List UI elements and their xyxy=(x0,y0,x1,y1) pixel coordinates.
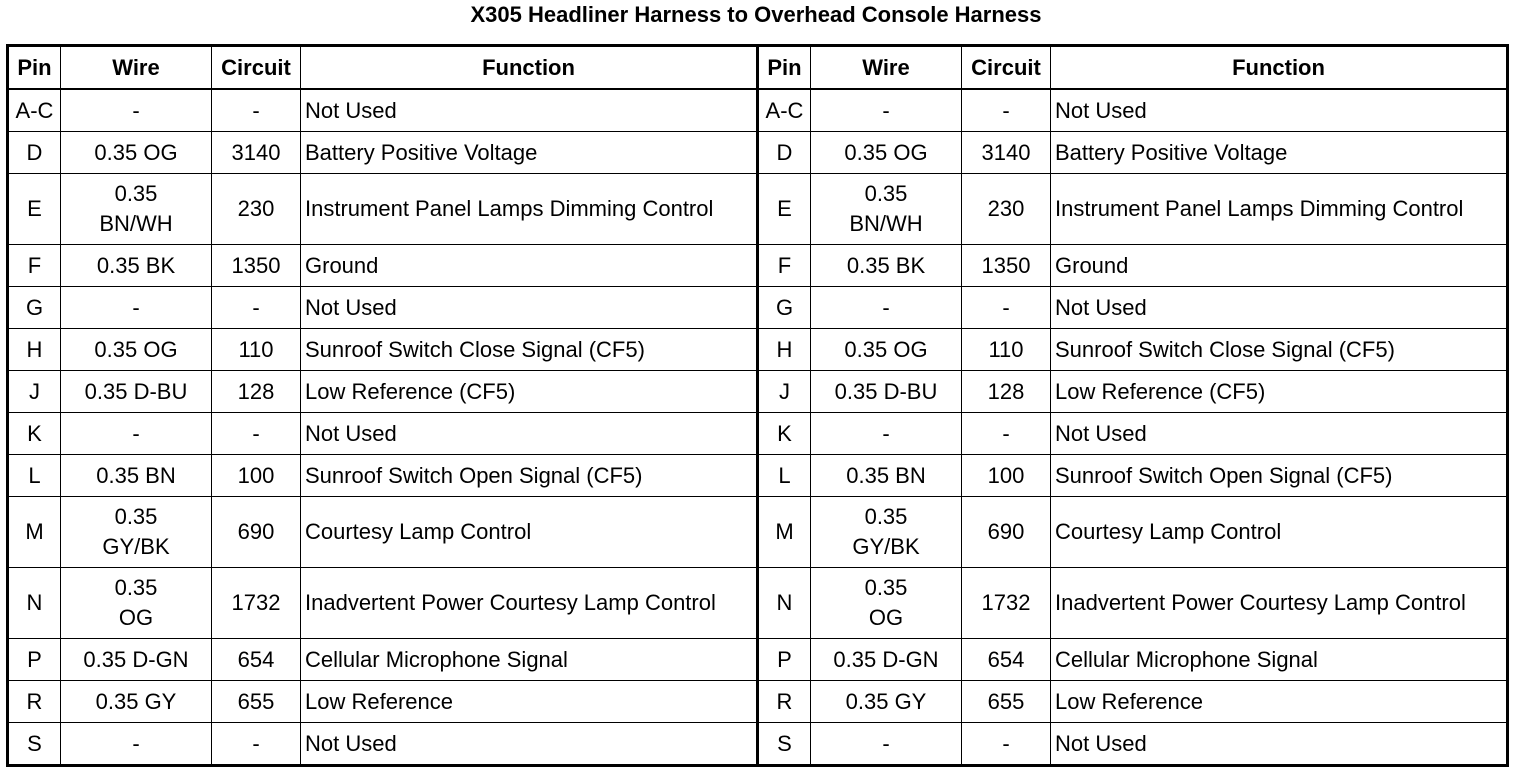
function-cell: Sunroof Switch Close Signal (CF5) xyxy=(301,329,758,371)
wire-cell: 0.35 D-GN xyxy=(61,639,212,681)
pin-cell: M xyxy=(758,497,811,568)
table-row xyxy=(8,723,1508,766)
circuit-cell: - xyxy=(962,287,1051,329)
table-row xyxy=(8,681,1508,723)
circuit-cell: 128 xyxy=(962,371,1051,413)
circuit-cell: 1350 xyxy=(212,245,301,287)
header-pin: Pin xyxy=(8,46,61,90)
circuit-cell: 230 xyxy=(212,174,301,245)
wire-cell: 0.35 GY/BK xyxy=(811,497,962,568)
table-row xyxy=(8,568,1508,639)
circuit-cell: 110 xyxy=(212,329,301,371)
pin-cell: G xyxy=(8,287,61,329)
wire-cell: 0.35 D-BU xyxy=(61,371,212,413)
header-pin: Pin xyxy=(758,46,811,90)
wire-cell: 0.35 OG xyxy=(811,568,962,639)
function-cell: Battery Positive Voltage xyxy=(1051,132,1508,174)
wire-cell: 0.35 GY xyxy=(811,681,962,723)
pin-cell: L xyxy=(8,455,61,497)
table-row xyxy=(8,455,1508,497)
pin-cell: D xyxy=(758,132,811,174)
circuit-cell: - xyxy=(212,89,301,132)
table-row xyxy=(8,132,1508,174)
pin-cell: H xyxy=(8,329,61,371)
function-cell: Low Reference xyxy=(301,681,758,723)
function-cell: Low Reference xyxy=(1051,681,1508,723)
table-row xyxy=(8,89,1508,132)
header-wire: Wire xyxy=(811,46,962,90)
pin-cell: S xyxy=(8,723,61,766)
function-cell: Courtesy Lamp Control xyxy=(1051,497,1508,568)
pin-cell: M xyxy=(8,497,61,568)
table-row xyxy=(8,287,1508,329)
wire-cell: - xyxy=(61,287,212,329)
function-cell: Instrument Panel Lamps Dimming Control xyxy=(1051,174,1508,245)
circuit-cell: 655 xyxy=(962,681,1051,723)
wire-cell: - xyxy=(61,413,212,455)
circuit-cell: 100 xyxy=(962,455,1051,497)
function-cell: Inadvertent Power Courtesy Lamp Control xyxy=(1051,568,1508,639)
pinout-table xyxy=(6,44,1509,767)
circuit-cell: 230 xyxy=(962,174,1051,245)
wire-cell: 0.35 OG xyxy=(61,329,212,371)
wire-cell: 0.35 OG xyxy=(811,329,962,371)
function-cell: Low Reference (CF5) xyxy=(1051,371,1508,413)
header-circuit: Circuit xyxy=(212,46,301,90)
wire-cell: 0.35 GY xyxy=(61,681,212,723)
pin-cell: S xyxy=(758,723,811,766)
header-circuit: Circuit xyxy=(962,46,1051,90)
function-cell: Inadvertent Power Courtesy Lamp Control xyxy=(301,568,758,639)
pin-cell: J xyxy=(8,371,61,413)
wire-cell: 0.35 GY/BK xyxy=(61,497,212,568)
table-row xyxy=(8,413,1508,455)
function-cell: Not Used xyxy=(301,723,758,766)
wire-cell: - xyxy=(811,89,962,132)
table-row xyxy=(8,174,1508,245)
pin-cell: H xyxy=(758,329,811,371)
header-row xyxy=(8,46,1508,90)
pin-cell: G xyxy=(758,287,811,329)
wire-cell: 0.35 BN xyxy=(811,455,962,497)
pin-cell: L xyxy=(758,455,811,497)
function-cell: Not Used xyxy=(301,287,758,329)
circuit-cell: 3140 xyxy=(212,132,301,174)
circuit-cell: 100 xyxy=(212,455,301,497)
wire-cell: - xyxy=(61,723,212,766)
circuit-cell: 1732 xyxy=(212,568,301,639)
function-cell: Not Used xyxy=(1051,723,1508,766)
wire-cell: - xyxy=(61,89,212,132)
circuit-cell: 690 xyxy=(212,497,301,568)
pin-cell: F xyxy=(8,245,61,287)
pin-cell: N xyxy=(758,568,811,639)
circuit-cell: - xyxy=(212,287,301,329)
circuit-cell: 654 xyxy=(962,639,1051,681)
circuit-cell: 1350 xyxy=(962,245,1051,287)
table-row xyxy=(8,371,1508,413)
wire-cell: 0.35 OG xyxy=(61,132,212,174)
table-row xyxy=(8,245,1508,287)
wire-cell: 0.35 OG xyxy=(61,568,212,639)
function-cell: Cellular Microphone Signal xyxy=(301,639,758,681)
wire-cell: - xyxy=(811,287,962,329)
pin-cell: N xyxy=(8,568,61,639)
table-row xyxy=(8,497,1508,568)
wire-cell: 0.35 OG xyxy=(811,132,962,174)
function-cell: Sunroof Switch Open Signal (CF5) xyxy=(1051,455,1508,497)
wire-cell: 0.35 BK xyxy=(61,245,212,287)
pin-cell: A-C xyxy=(8,89,61,132)
circuit-cell: - xyxy=(962,723,1051,766)
wire-cell: 0.35 D-GN xyxy=(811,639,962,681)
wire-cell: - xyxy=(811,723,962,766)
pin-cell: J xyxy=(758,371,811,413)
header-function: Function xyxy=(301,46,758,90)
circuit-cell: 690 xyxy=(962,497,1051,568)
wire-cell: 0.35 BK xyxy=(811,245,962,287)
circuit-cell: - xyxy=(962,413,1051,455)
function-cell: Not Used xyxy=(1051,287,1508,329)
function-cell: Sunroof Switch Open Signal (CF5) xyxy=(301,455,758,497)
function-cell: Low Reference (CF5) xyxy=(301,371,758,413)
pin-cell: K xyxy=(8,413,61,455)
pin-cell: P xyxy=(758,639,811,681)
circuit-cell: - xyxy=(212,413,301,455)
pin-cell: R xyxy=(8,681,61,723)
function-cell: Ground xyxy=(301,245,758,287)
wire-cell: - xyxy=(811,413,962,455)
pin-cell: F xyxy=(758,245,811,287)
wire-cell: 0.35 BN xyxy=(61,455,212,497)
function-cell: Sunroof Switch Close Signal (CF5) xyxy=(1051,329,1508,371)
circuit-cell: - xyxy=(962,89,1051,132)
pin-cell: E xyxy=(758,174,811,245)
function-cell: Instrument Panel Lamps Dimming Control xyxy=(301,174,758,245)
function-cell: Battery Positive Voltage xyxy=(301,132,758,174)
pin-cell: A-C xyxy=(758,89,811,132)
circuit-cell: 110 xyxy=(962,329,1051,371)
table-row xyxy=(8,639,1508,681)
header-function: Function xyxy=(1051,46,1508,90)
function-cell: Cellular Microphone Signal xyxy=(1051,639,1508,681)
table-row xyxy=(8,329,1508,371)
pin-cell: D xyxy=(8,132,61,174)
pin-cell: K xyxy=(758,413,811,455)
function-cell: Not Used xyxy=(301,413,758,455)
page-title: X305 Headliner Harness to Overhead Console Harness xyxy=(470,2,1042,27)
function-cell: Courtesy Lamp Control xyxy=(301,497,758,568)
circuit-cell: 654 xyxy=(212,639,301,681)
function-cell: Not Used xyxy=(301,89,758,132)
pin-cell: R xyxy=(758,681,811,723)
function-cell: Ground xyxy=(1051,245,1508,287)
function-cell: Not Used xyxy=(1051,413,1508,455)
circuit-cell: 655 xyxy=(212,681,301,723)
pin-cell: E xyxy=(8,174,61,245)
circuit-cell: 1732 xyxy=(962,568,1051,639)
circuit-cell: - xyxy=(212,723,301,766)
wire-cell: 0.35 BN/WH xyxy=(61,174,212,245)
wire-cell: 0.35 BN/WH xyxy=(811,174,962,245)
circuit-cell: 3140 xyxy=(962,132,1051,174)
circuit-cell: 128 xyxy=(212,371,301,413)
header-wire: Wire xyxy=(61,46,212,90)
function-cell: Not Used xyxy=(1051,89,1508,132)
wire-cell: 0.35 D-BU xyxy=(811,371,962,413)
pin-cell: P xyxy=(8,639,61,681)
